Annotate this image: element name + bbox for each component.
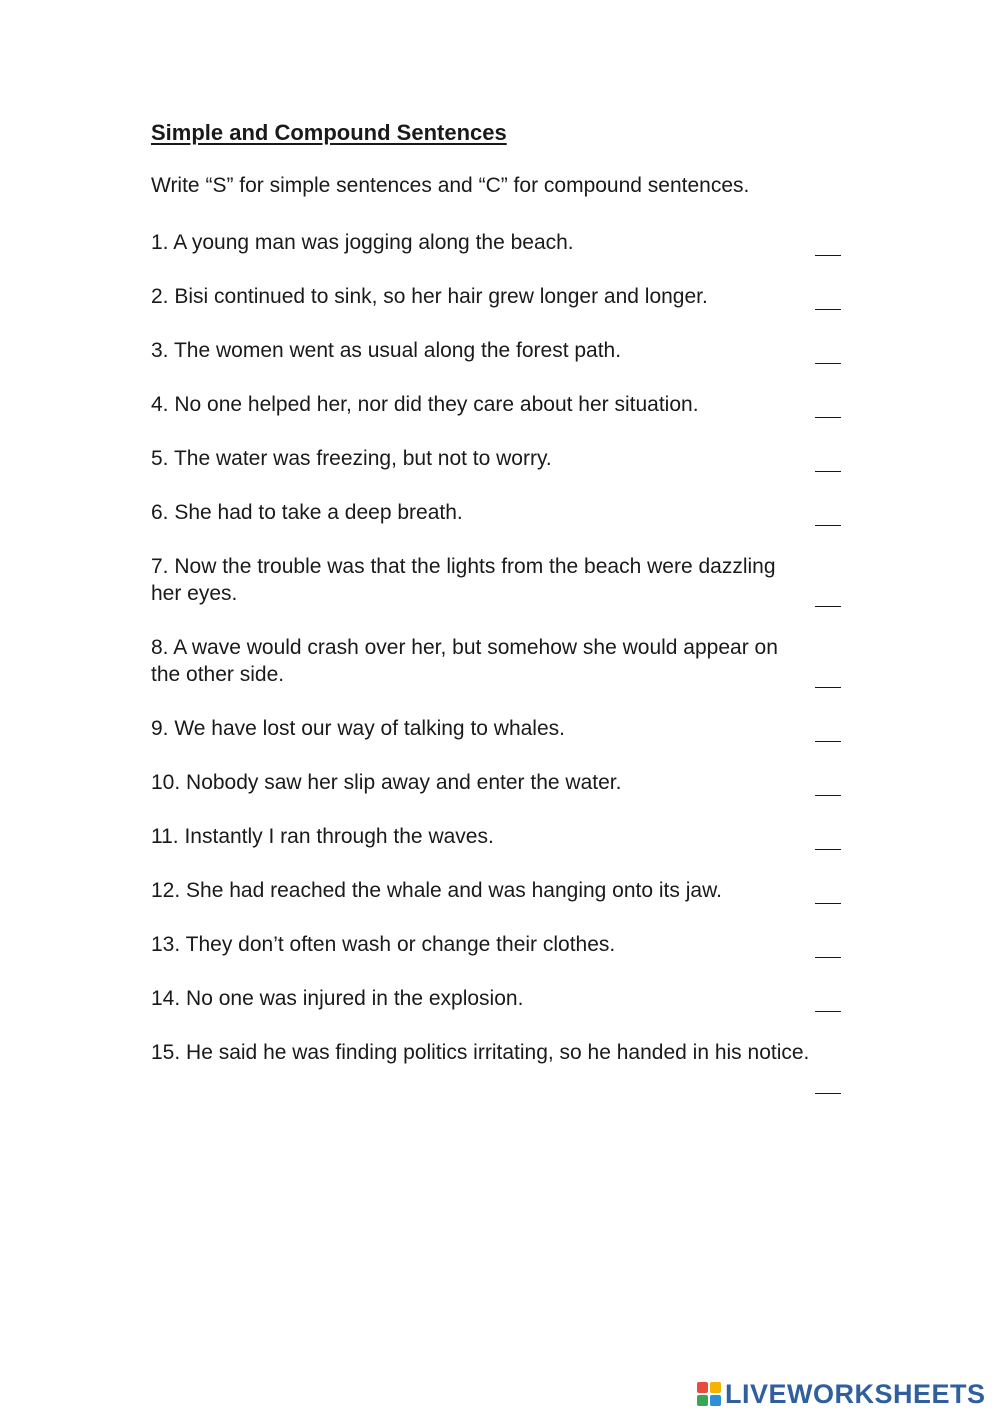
worksheet-instructions: Write “S” for simple sentences and “C” for compound sentences. xyxy=(151,174,750,197)
logo-tile xyxy=(710,1382,721,1393)
question-3: 3. The women went as usual along the forest path. xyxy=(151,339,622,362)
question-12: 12. She had reached the whale and was hanging onto its jaw. xyxy=(151,879,722,902)
answer-input-9[interactable] xyxy=(815,719,841,742)
answer-input-11[interactable] xyxy=(815,827,841,850)
answer-input-15[interactable] xyxy=(815,1071,841,1094)
worksheet-title: Simple and Compound Sentences xyxy=(151,120,507,145)
question-4: 4. No one helped her, nor did they care about her situation. xyxy=(151,393,699,416)
answer-input-10[interactable] xyxy=(815,773,841,796)
answer-input-12[interactable] xyxy=(815,881,841,904)
answer-input-13[interactable] xyxy=(815,935,841,958)
logo-tile xyxy=(710,1395,721,1406)
question-7: 7. Now the trouble was that the lights from the beach were dazzling her eyes. xyxy=(151,555,776,605)
question-15: 15. He said he was finding politics irritating, so he handed in his notice. xyxy=(151,1041,810,1064)
question-5: 5. The water was freezing, but not to worry. xyxy=(151,447,552,470)
answer-input-8[interactable] xyxy=(815,665,841,688)
question-8: 8. A wave would crash over her, but somehow she would appear on the other side. xyxy=(151,636,778,686)
question-6: 6. She had to take a deep breath. xyxy=(151,501,463,524)
question-14: 14. No one was injured in the explosion. xyxy=(151,987,524,1010)
logo-text: LIVEWORKSHEETS xyxy=(725,1378,986,1409)
answer-input-3[interactable] xyxy=(815,341,841,364)
liveworksheets-logo xyxy=(697,1378,986,1410)
answer-input-14[interactable] xyxy=(815,989,841,1012)
answer-input-6[interactable] xyxy=(815,503,841,526)
logo-tile xyxy=(697,1382,708,1393)
question-11: 11. Instantly I ran through the waves. xyxy=(151,825,494,848)
question-2: 2. Bisi continued to sink, so her hair grew longer and longer. xyxy=(151,285,708,308)
logo-tile xyxy=(697,1395,708,1406)
question-9: 9. We have lost our way of talking to whales. xyxy=(151,717,565,740)
answer-input-4[interactable] xyxy=(815,395,841,418)
question-10: 10. Nobody saw her slip away and enter the water. xyxy=(151,771,622,794)
question-1: 1. A young man was jogging along the beach. xyxy=(151,231,574,254)
answer-input-7[interactable] xyxy=(815,584,841,607)
answer-input-2[interactable] xyxy=(815,287,841,310)
logo-tiles-icon xyxy=(697,1382,721,1406)
answer-input-5[interactable] xyxy=(815,449,841,472)
question-13: 13. They don’t often wash or change their clothes. xyxy=(151,933,616,956)
answer-input-1[interactable] xyxy=(815,233,841,256)
